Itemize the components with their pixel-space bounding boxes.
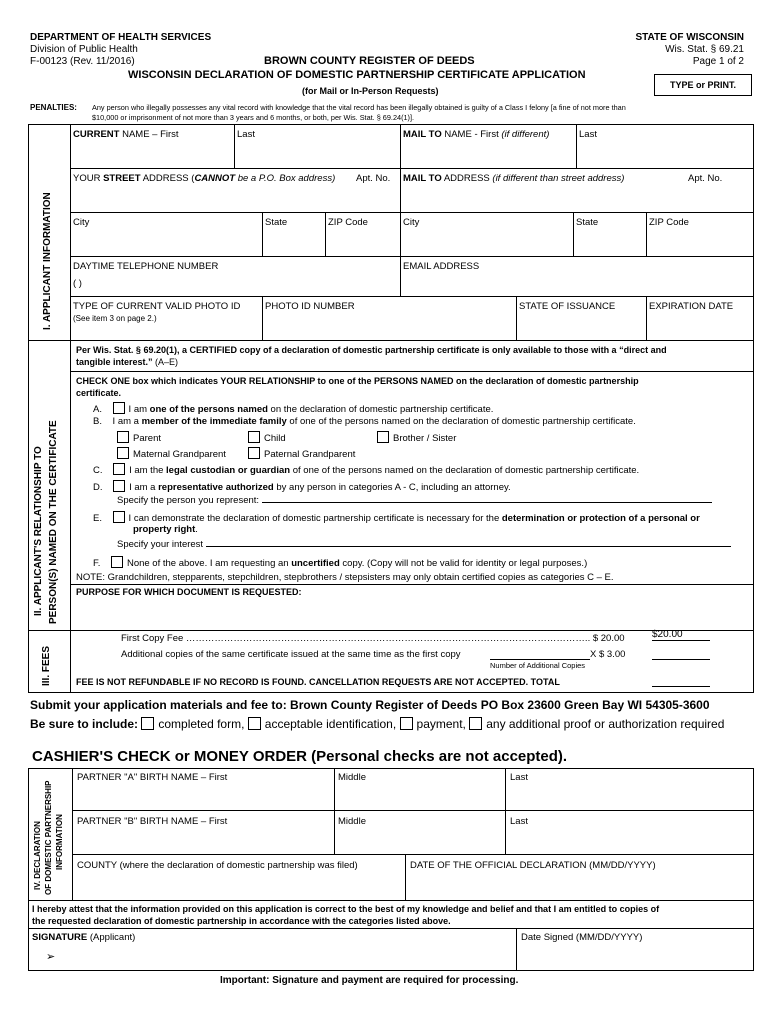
option-e-checkbox[interactable]	[113, 511, 125, 523]
check-one-instruction-2: certificate.	[76, 388, 122, 398]
phone-label: DAYTIME TELEPHONE NUMBER	[73, 261, 219, 272]
interest-specify: Specify your interest	[117, 539, 731, 550]
payment-checkbox[interactable]	[400, 717, 413, 730]
section-2-intro-2: tangible interest.” (A–E)	[76, 357, 179, 367]
total-field[interactable]	[652, 686, 710, 687]
partner-a-last-label: Last	[510, 772, 528, 783]
first-copy-amount: $20.00	[652, 629, 710, 641]
section-2-note: NOTE: Grandchildren, stepparents, stepchildren, stepbrothers / stepsisters may only obtain certified copies as categories C – E.	[76, 572, 614, 583]
maternal-grandparent-checkbox[interactable]	[117, 447, 129, 459]
option-a: A. I am one of the persons named on the declaration of domestic partnership certificate.	[93, 404, 494, 415]
section-4-label-2: OF DOMESTIC PARTNERSHIP	[44, 780, 53, 895]
option-b: B. I am a member of the immediate family of one of the persons named on the declaration of domestic partnership certificate.	[93, 416, 636, 427]
state-of-issuance-label: STATE OF ISSUANCE	[519, 301, 616, 312]
option-e: E. I can demonstrate the declaration of domestic partnership certificate is necessary for the determination or protection of a personal or	[93, 513, 700, 524]
declaration-date-label: DATE OF THE OFFICIAL DECLARATION (MM/DD/YYYY)	[410, 860, 656, 871]
penalties-label: PENALTIES:	[30, 103, 77, 112]
statute: Wis. Stat. § 69.21	[665, 44, 744, 55]
section-4-label-3: INFORMATION	[55, 814, 64, 870]
identification-checkbox[interactable]	[248, 717, 261, 730]
paternal-grandparent-checkbox[interactable]	[248, 447, 260, 459]
photo-id-type-label: TYPE OF CURRENT VALID PHOTO ID	[73, 301, 241, 312]
option-f-checkbox[interactable]	[111, 556, 123, 568]
partner-a-first-label: PARTNER "A" BIRTH NAME – First	[77, 772, 228, 783]
city-label: City	[73, 217, 90, 228]
zip-label: ZIP Code	[328, 217, 368, 228]
option-a-checkbox[interactable]	[113, 402, 125, 414]
additional-copies-text: Additional copies of the same certificate issued at the same time as the first copy	[121, 649, 461, 660]
county-label: COUNTY (where the declaration of domestic partnership was filed)	[77, 860, 358, 871]
type-print-box: TYPE or PRINT.	[654, 74, 752, 96]
mail-zip-label: ZIP Code	[649, 217, 689, 228]
partner-b-first-label: PARTNER "B" BIRTH NAME – First	[77, 816, 228, 827]
page-number: Page 1 of 2	[692, 56, 744, 67]
option-d: D. I am a representative authorized by any person in categories A - C, including an attorney.	[93, 482, 511, 493]
option-e-cont: property right.	[133, 524, 198, 535]
date-signed-label: Date Signed (MM/DD/YYYY)	[521, 932, 643, 943]
signature-arrow-icon: ➢	[46, 951, 56, 963]
form-title: WISCONSIN DECLARATION OF DOMESTIC PARTNERSHIP CERTIFICATE APPLICATION	[128, 69, 586, 81]
last-name-label: Last	[237, 129, 255, 140]
option-b-mat-gp: Maternal Grandparent	[117, 447, 226, 460]
attest-1: I hereby attest that the information provided on this application is correct to the best of my knowledge and belief and that I am entitled to copies of	[32, 904, 660, 914]
phone-paren: ( )	[73, 278, 82, 289]
partner-b-middle-label: Middle	[338, 816, 366, 827]
parent-checkbox[interactable]	[117, 431, 129, 443]
option-f: F. None of the above. I am requesting an uncertified copy. (Copy will not be valid for identity or legal purposes.)	[93, 558, 588, 569]
state-label: State	[265, 217, 288, 228]
check-one-instruction: CHECK ONE box which indicates YOUR RELATIONSHIP to one of the PERSONS NAMED on the declaration of domestic partnership	[76, 376, 639, 386]
mail-last-name-label: Last	[579, 129, 597, 140]
nonrefund-notice: FEE IS NOT REFUNDABLE IF NO RECORD IS FOUND. CANCELLATION REQUESTS ARE NOT ACCEPTED. TOTAL	[76, 677, 560, 687]
additional-amount-field[interactable]	[652, 659, 710, 660]
sibling-checkbox[interactable]	[377, 431, 389, 443]
child-checkbox[interactable]	[248, 431, 260, 443]
email-label: EMAIL ADDRESS	[403, 261, 480, 272]
section-2-label-2: PERSON(S) NAMED ON THE CERTIFICATE	[48, 420, 59, 624]
division-name: Division of Public Health	[30, 44, 138, 55]
proof-checkbox[interactable]	[469, 717, 482, 730]
option-b-parent: Parent	[117, 431, 161, 444]
mail-city-label: City	[403, 217, 420, 228]
mail-apt-no-label: Apt. No.	[688, 173, 723, 184]
section-3-label: III. FEES	[41, 645, 52, 686]
num-copies-label: Number of Additional Copies	[490, 661, 586, 670]
interest-field[interactable]	[206, 546, 731, 547]
section-1-label: I. APPLICANT INFORMATION	[42, 192, 53, 330]
important-notice: Important: Signature and payment are required for processing.	[220, 975, 519, 986]
option-b-child: Child	[248, 431, 286, 444]
photo-id-number-label: PHOTO ID NUMBER	[265, 301, 355, 312]
option-c-checkbox[interactable]	[113, 463, 125, 475]
current-name-label: CURRENT NAME – First	[73, 129, 179, 140]
section-2-label-1: II. APPLICANT'S RELATIONSHIP TO	[33, 446, 44, 616]
mail-to-name-label: MAIL TO NAME - First (if different)	[403, 129, 550, 140]
include-list: Be sure to include: completed form, acceptable identification, payment, any additional proof or authorization required	[30, 717, 725, 731]
section-4-label-1: IV. DECLARATION	[33, 821, 42, 890]
mail-address-label: MAIL TO ADDRESS (if different than street address)	[403, 173, 625, 184]
expiration-date-label: EXPIRATION DATE	[649, 301, 734, 312]
county-name: BROWN COUNTY REGISTER OF DEEDS	[264, 55, 475, 67]
additional-fee: X $ 3.00	[590, 649, 626, 660]
represent-field[interactable]	[262, 502, 712, 503]
photo-id-note: (See item 3 on page 2.)	[73, 314, 157, 323]
first-copy-fee: First Copy Fee ……………………………………………………………………………………………………………….. $ 20.00	[121, 633, 625, 644]
attest-2: the requested declaration of domestic partnership in accordance with the categories listed above.	[32, 916, 451, 926]
signature-field[interactable]	[62, 940, 512, 968]
state-name: STATE OF WISCONSIN	[635, 32, 744, 43]
mail-state-label: State	[576, 217, 599, 228]
penalties-text-2: $10,000 or imprisonment of not more than 3 years and 6 months, or both, per Wis. Stat. § 69.24(1)].	[92, 113, 415, 122]
partner-b-last-label: Last	[510, 816, 528, 827]
section-2-intro-1: Per Wis. Stat. § 69.20(1), a CERTIFIED copy of a declaration of domestic partnership certificate is only available to those with a “direct and	[76, 345, 667, 355]
signature-label: SIGNATURE (Applicant)	[32, 932, 136, 943]
date-signed-field[interactable]	[518, 944, 752, 968]
form-number: F-00123 (Rev. 11/2016)	[30, 56, 135, 67]
form-subtitle: (for Mail or In-Person Requests)	[302, 86, 439, 96]
dept-name: DEPARTMENT OF HEALTH SERVICES	[30, 32, 212, 43]
cashier-notice: CASHIER'S CHECK or MONEY ORDER (Personal checks are not accepted).	[32, 748, 568, 765]
option-b-sibling: Brother / Sister	[377, 431, 456, 444]
purpose-label: PURPOSE FOR WHICH DOCUMENT IS REQUESTED:	[76, 587, 302, 597]
option-c: C. I am the legal custodian or guardian of one of the persons named on the declaration of domestic partnership certificate.	[93, 465, 640, 476]
completed-form-checkbox[interactable]	[141, 717, 154, 730]
street-address-label: YOUR STREET ADDRESS (CANNOT be a P.O. Box address)	[73, 173, 336, 184]
option-b-pat-gp: Paternal Grandparent	[248, 447, 355, 460]
penalties-text-1: Any person who illegally possesses any vital record with knowledge that the vital record has been illegally obtained is guilty of a Class I felony [a fine of not more than	[92, 103, 626, 112]
additional-copies-field[interactable]	[490, 659, 590, 660]
apt-no-label: Apt. No.	[356, 173, 391, 184]
option-d-checkbox[interactable]	[113, 480, 125, 492]
submit-address: Submit your application materials and fee to: Brown County Register of Deeds PO Box 23600 Green Bay WI 54305-3600	[30, 698, 710, 712]
partner-a-middle-label: Middle	[338, 772, 366, 783]
represent-specify: Specify the person you represent:	[117, 495, 712, 506]
